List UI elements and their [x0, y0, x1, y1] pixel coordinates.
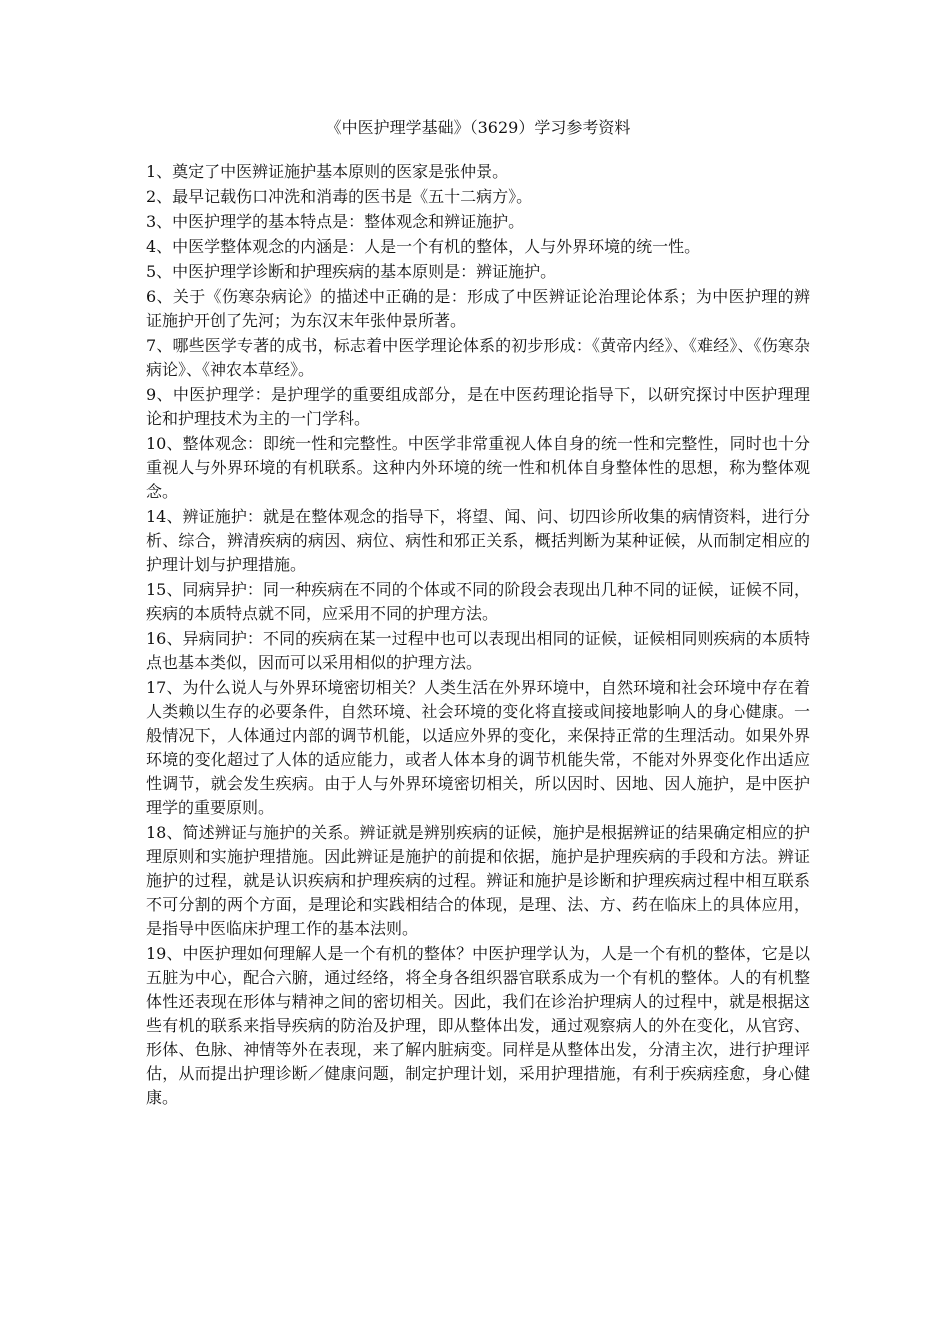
- list-item: 3、中医护理学的基本特点是：整体观念和辨证施护。: [146, 212, 525, 231]
- item-list: [146, 160, 810, 1110]
- list-item: 16、异病同护：不同的疾病在某一过程中也可以表现出相同的证候，证候相同则疾病的本质特点也基本类似，因而可以采用相似的护理方法。: [146, 629, 810, 672]
- document-page: [146, 116, 810, 1111]
- list-item: 18、简述辨证与施护的关系。辨证就是辨别疾病的证候，施护是根据辨证的结果确定相应的护理原则和实施护理措施。因此辨证是施护的前提和依据，施护是护理疾病的手段和方法。辨证施护的过程，就是认识疾病和护理疾病的过程。辨证和施护是诊断和护理疾病过程中相互联系不可分割的两个方面，是理论和实践相结合的体现，是理、法、方、药在临床上的具体应用，是指导中医临床护理工作的基本法则。: [146, 823, 810, 938]
- list-item: 2、最早记载伤口冲洗和消毒的医书是《五十二病方》。: [146, 187, 533, 206]
- list-item: 4、中医学整体观念的内涵是：人是一个有机的整体，人与外界环境的统一性。: [146, 237, 701, 256]
- list-item: 1、奠定了中医辨证施护基本原则的医家是张仲景。: [146, 162, 509, 181]
- list-item: 6、关于《伤寒杂病论》的描述中正确的是：形成了中医辨证论治理论体系；为中医护理的辨证施护开创了先河；为东汉末年张仲景所著。: [146, 287, 810, 330]
- list-item: 19、中医护理如何理解人是一个有机的整体？中医护理学认为，人是一个有机的整体，它是以五脏为中心，配合六腑，通过经络，将全身各组织器官联系成为一个有机的整体。人的有机整体性还表现在形体与精神之间的密切相关。因此，我们在诊治护理病人的过程中，就是根据这些有机的联系来指导疾病的防治及护理，即从整体出发，通过观察病人的外在变化，从官窍、形体、色脉、神情等外在表现，来了解内脏病变。同样是从整体出发，分清主次，进行护理评估，从而提出护理诊断／健康问题，制定护理计划，采用护理措施，有利于疾病痊愈，身心健康。: [146, 944, 810, 1107]
- document-title: 《中医护理学基础》（3629）学习参考资料: [325, 118, 631, 137]
- list-item: 5、中医护理学诊断和护理疾病的基本原则是：辨证施护。: [146, 262, 557, 281]
- list-item: 14、辨证施护：就是在整体观念的指导下，将望、闻、问、切四诊所收集的病情资料，进行分析、综合，辨清疾病的病因、病位、病性和邪正关系，概括判断为某种证候，从而制定相应的护理计划与护理措施。: [146, 507, 810, 574]
- list-item: 9、中医护理学：是护理学的重要组成部分，是在中医药理论指导下，以研究探讨中医护理理论和护理技术为主的一门学科。: [146, 385, 810, 428]
- list-item: 10、整体观念：即统一性和完整性。中医学非常重视人体自身的统一性和完整性，同时也十分重视人与外界环境的有机联系。这种内外环境的统一性和机体自身整体性的思想，称为整体观念。: [146, 434, 810, 501]
- list-item: 7、哪些医学专著的成书，标志着中医学理论体系的初步形成：《黄帝内经》、《难经》、《伤寒杂病论》、《神农本草经》。: [146, 336, 810, 379]
- list-item: 17、为什么说人与外界环境密切相关？人类生活在外界环境中，自然环境和社会环境中存在着人类赖以生存的必要条件，自然环境、社会环境的变化将直接或间接地影响人的身心健康。一般情况下，人体通过内部的调节机能，以适应外界的变化，来保持正常的生理活动。如果外界环境的变化超过了人体的适应能力，或者人体本身的调节机能失常，不能对外界变化作出适应性调节，就会发生疾病。由于人与外界环境密切相关，所以因时、因地、因人施护，是中医护理学的重要原则。: [146, 678, 810, 817]
- list-item: 15、同病异护：同一种疾病在不同的个体或不同的阶段会表现出几种不同的证候，证候不同，疾病的本质特点就不同，应采用不同的护理方法。: [146, 580, 810, 623]
